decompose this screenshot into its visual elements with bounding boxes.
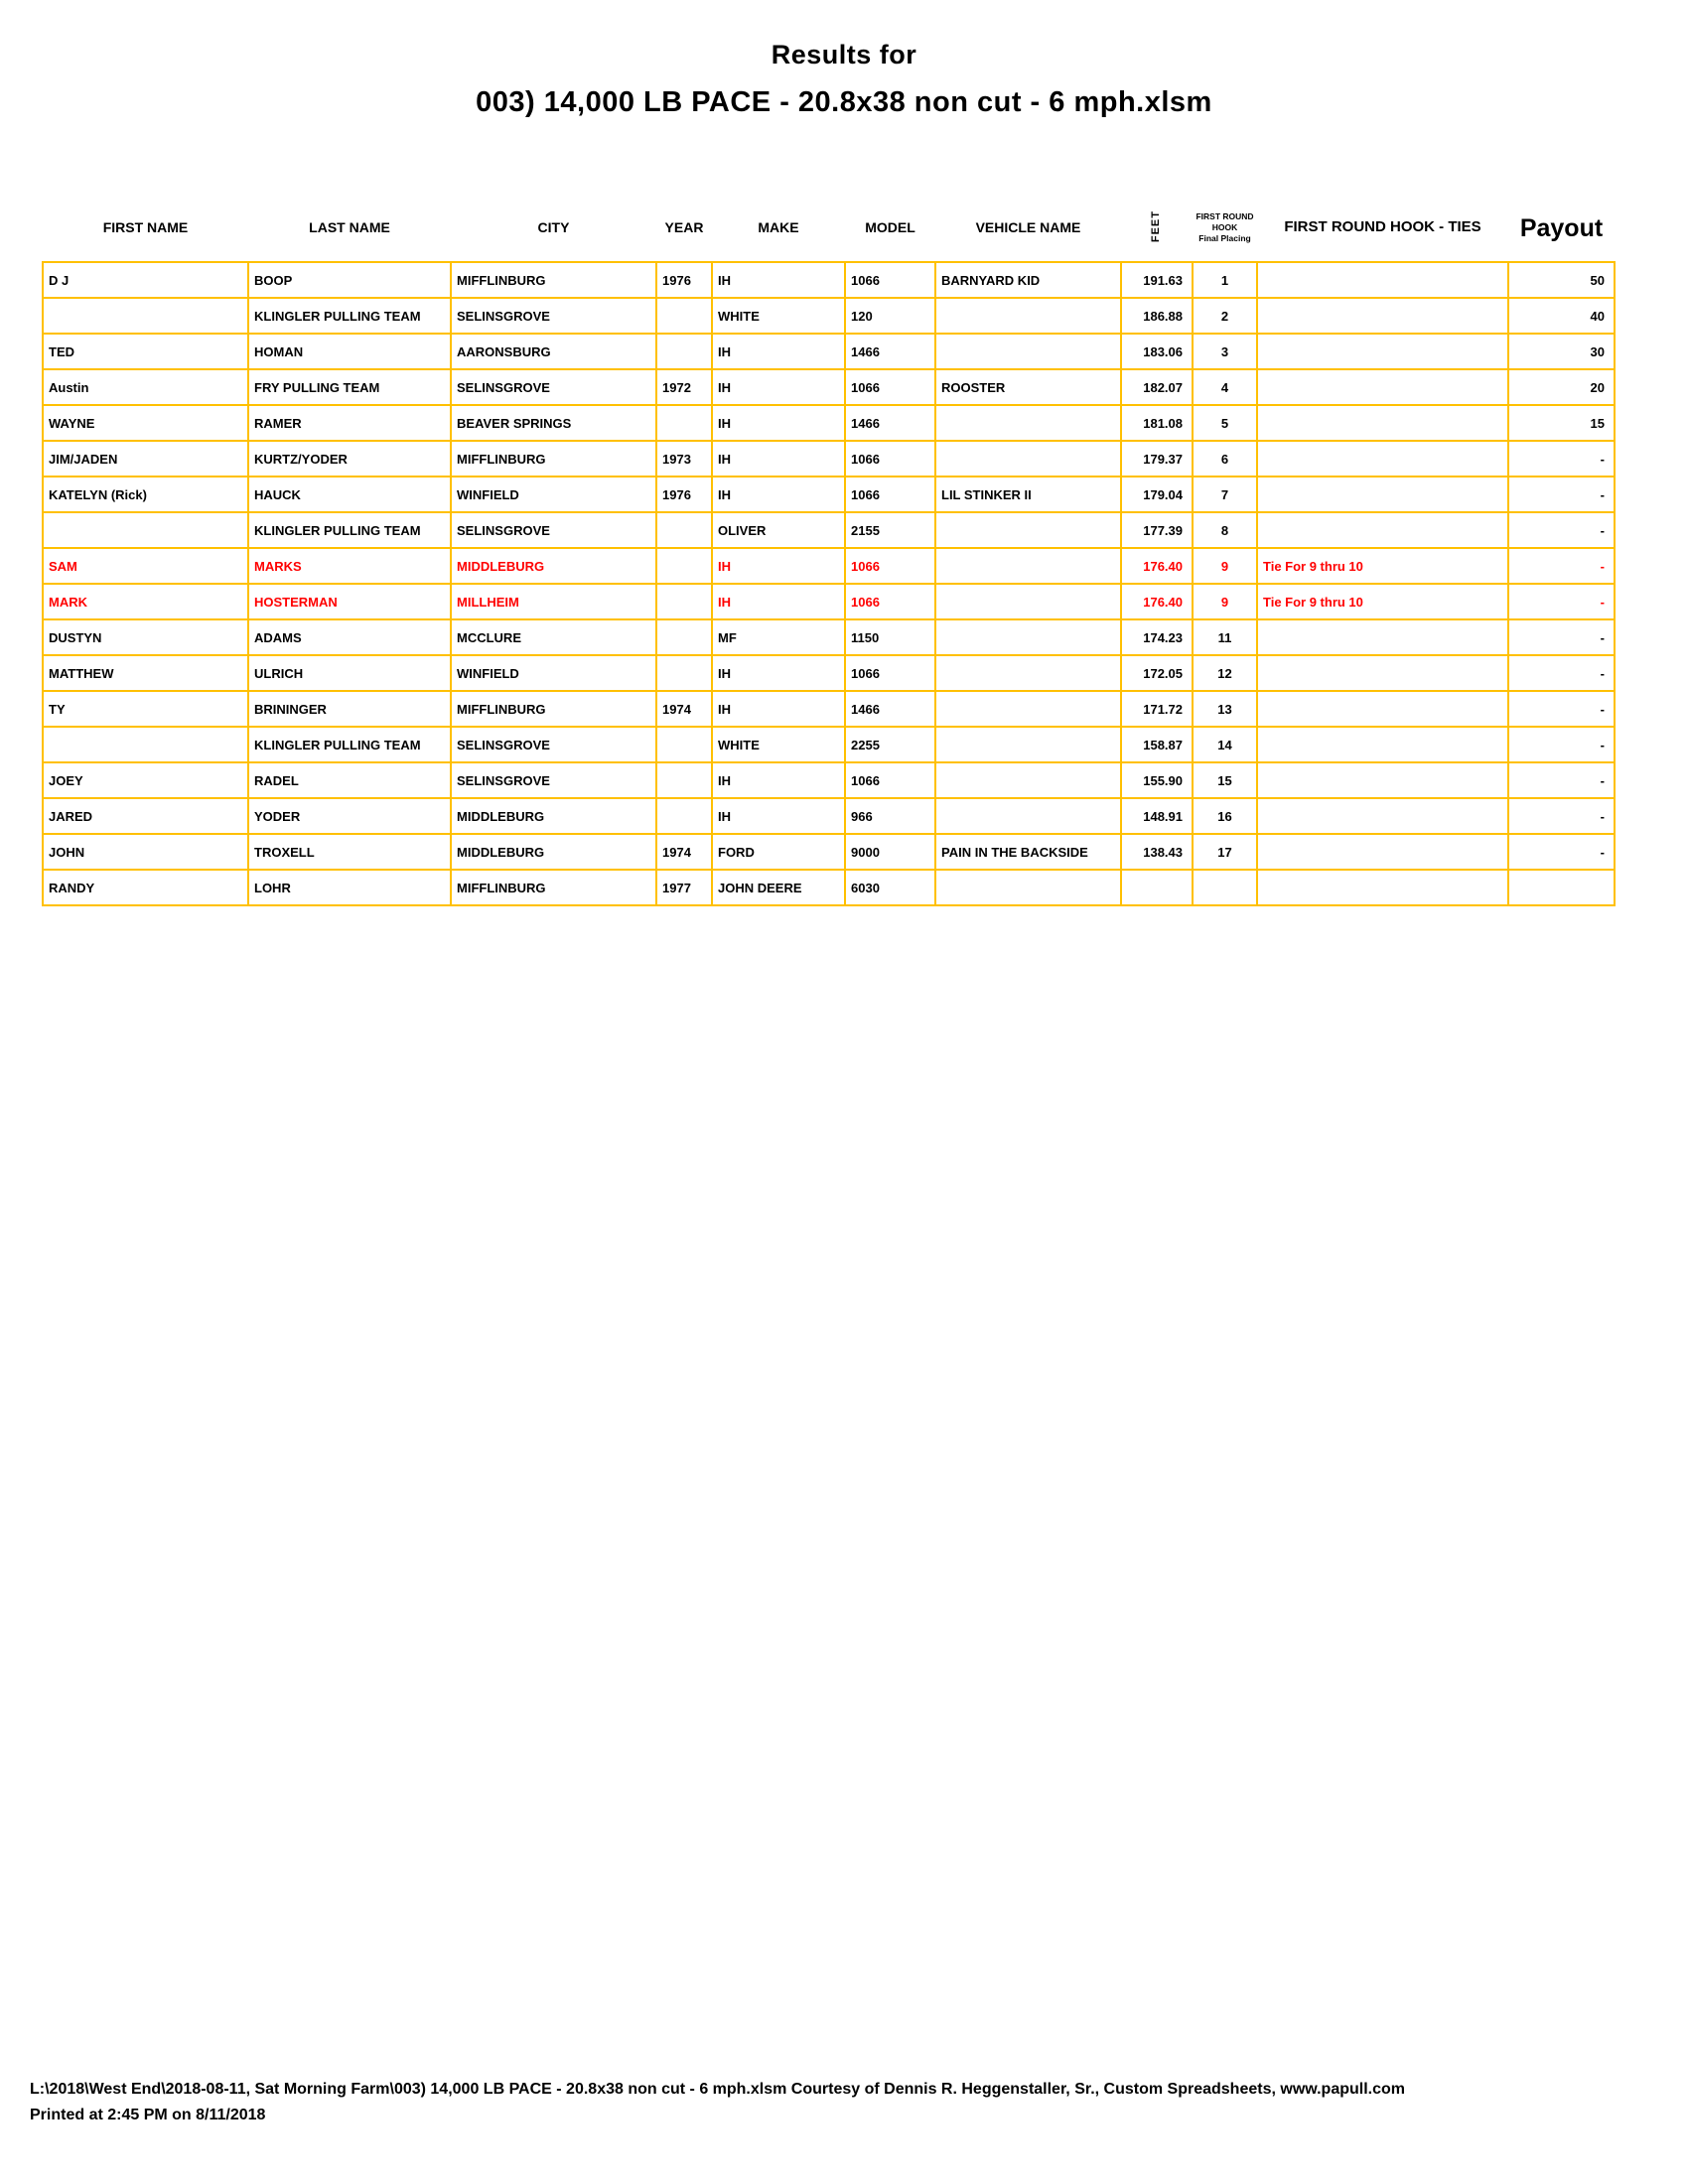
results-table-body xyxy=(43,262,1615,905)
cell-year: 1974 xyxy=(656,834,712,870)
cell-city: AARONSBURG xyxy=(451,334,656,369)
cell-vehicle-name xyxy=(935,619,1121,655)
cell-vehicle-name: PAIN IN THE BACKSIDE xyxy=(935,834,1121,870)
col-header-first-name: FIRST NAME xyxy=(102,219,189,236)
table-row xyxy=(43,298,1615,334)
cell-payout: - xyxy=(1508,477,1615,512)
cell-make: FORD xyxy=(712,834,845,870)
cell-vehicle-name xyxy=(935,548,1121,584)
cell-year xyxy=(656,298,712,334)
cell-feet: 181.08 xyxy=(1121,405,1193,441)
cell-final-placing: 3 xyxy=(1193,334,1257,369)
cell-ties xyxy=(1257,727,1508,762)
cell-vehicle-name xyxy=(935,870,1121,905)
cell-payout: 20 xyxy=(1508,369,1615,405)
cell-payout: - xyxy=(1508,548,1615,584)
col-header-last-name: LAST NAME xyxy=(309,219,390,236)
cell-vehicle-name xyxy=(935,298,1121,334)
cell-vehicle-name: BARNYARD KID xyxy=(935,262,1121,298)
page-footer xyxy=(30,2081,1405,2124)
cell-city: SELINSGROVE xyxy=(451,727,656,762)
cell-first-name: WAYNE xyxy=(43,405,248,441)
col-header-model: MODEL xyxy=(865,219,915,236)
cell-first-name: Austin xyxy=(43,369,248,405)
col-header-feet: FEET xyxy=(1150,209,1163,242)
cell-model: 120 xyxy=(845,298,935,334)
cell-ties xyxy=(1257,691,1508,727)
cell-final-placing: 5 xyxy=(1193,405,1257,441)
cell-city: MIFFLINBURG xyxy=(451,870,656,905)
footer-printed-at: Printed at 2:45 PM on 8/11/2018 xyxy=(30,2107,266,2123)
cell-payout: - xyxy=(1508,512,1615,548)
cell-year xyxy=(656,762,712,798)
cell-final-placing xyxy=(1193,870,1257,905)
cell-feet: 182.07 xyxy=(1121,369,1193,405)
cell-payout: - xyxy=(1508,727,1615,762)
cell-payout: - xyxy=(1508,691,1615,727)
cell-vehicle-name: LIL STINKER II xyxy=(935,477,1121,512)
cell-make: IH xyxy=(712,798,845,834)
cell-feet xyxy=(1121,870,1193,905)
cell-last-name: ULRICH xyxy=(248,655,451,691)
cell-last-name: TROXELL xyxy=(248,834,451,870)
cell-payout: 30 xyxy=(1508,334,1615,369)
cell-final-placing: 9 xyxy=(1193,548,1257,584)
cell-city: MIDDLEBURG xyxy=(451,548,656,584)
footer-file-path: L:\2018\West End\2018-08-11, Sat Morning Farm\003) 14,000 LB PACE - 20.8x38 non cut - 6 mph.xlsm Courtesy of Dennis R. Heggenstaller, Sr., Custom Spreadsheets, www.papull.com xyxy=(30,2081,1406,2098)
cell-make: IH xyxy=(712,405,845,441)
cell-last-name: HOMAN xyxy=(248,334,451,369)
cell-final-placing: 17 xyxy=(1193,834,1257,870)
cell-last-name: KURTZ/YODER xyxy=(248,441,451,477)
cell-first-name: TED xyxy=(43,334,248,369)
cell-city: SELINSGROVE xyxy=(451,298,656,334)
col-header-vehicle-name: VEHICLE NAME xyxy=(975,219,1081,236)
cell-vehicle-name xyxy=(935,334,1121,369)
cell-first-name: SAM xyxy=(43,548,248,584)
cell-make: IH xyxy=(712,584,845,619)
cell-first-name xyxy=(43,727,248,762)
cell-ties xyxy=(1257,834,1508,870)
table-row xyxy=(43,727,1615,762)
table-row xyxy=(43,870,1615,905)
cell-last-name: KLINGLER PULLING TEAM xyxy=(248,727,451,762)
cell-make: IH xyxy=(712,441,845,477)
col-header-make: MAKE xyxy=(758,219,799,236)
cell-vehicle-name xyxy=(935,727,1121,762)
cell-vehicle-name xyxy=(935,584,1121,619)
cell-make: OLIVER xyxy=(712,512,845,548)
cell-first-name: MATTHEW xyxy=(43,655,248,691)
col-header-first-round-hook-ties: FIRST ROUND HOOK - TIES xyxy=(1284,218,1481,236)
cell-model: 1150 xyxy=(845,619,935,655)
cell-payout: 15 xyxy=(1508,405,1615,441)
cell-final-placing: 2 xyxy=(1193,298,1257,334)
cell-make: JOHN DEERE xyxy=(712,870,845,905)
cell-ties: Tie For 9 thru 10 xyxy=(1257,548,1508,584)
table-row xyxy=(43,369,1615,405)
table-row xyxy=(43,619,1615,655)
cell-make: IH xyxy=(712,655,845,691)
cell-vehicle-name xyxy=(935,512,1121,548)
cell-feet: 174.23 xyxy=(1121,619,1193,655)
cell-final-placing: 11 xyxy=(1193,619,1257,655)
cell-model: 6030 xyxy=(845,870,935,905)
cell-city: BEAVER SPRINGS xyxy=(451,405,656,441)
cell-vehicle-name xyxy=(935,798,1121,834)
cell-city: SELINSGROVE xyxy=(451,369,656,405)
cell-ties xyxy=(1257,262,1508,298)
cell-model: 966 xyxy=(845,798,935,834)
cell-year: 1977 xyxy=(656,870,712,905)
table-row xyxy=(43,441,1615,477)
cell-vehicle-name xyxy=(935,405,1121,441)
cell-make: IH xyxy=(712,262,845,298)
cell-make: IH xyxy=(712,691,845,727)
cell-vehicle-name xyxy=(935,655,1121,691)
cell-year: 1976 xyxy=(656,477,712,512)
table-row xyxy=(43,548,1615,584)
cell-last-name: ADAMS xyxy=(248,619,451,655)
cell-first-name: JARED xyxy=(43,798,248,834)
cell-first-name: JOHN xyxy=(43,834,248,870)
cell-ties xyxy=(1257,441,1508,477)
cell-feet: 179.04 xyxy=(1121,477,1193,512)
cell-final-placing: 7 xyxy=(1193,477,1257,512)
cell-payout: - xyxy=(1508,584,1615,619)
cell-first-name: D J xyxy=(43,262,248,298)
cell-payout: - xyxy=(1508,798,1615,834)
cell-ties xyxy=(1257,405,1508,441)
cell-ties xyxy=(1257,762,1508,798)
cell-model: 2155 xyxy=(845,512,935,548)
cell-payout: - xyxy=(1508,619,1615,655)
cell-payout xyxy=(1508,870,1615,905)
table-row xyxy=(43,798,1615,834)
cell-city: MIFFLINBURG xyxy=(451,441,656,477)
cell-model: 1066 xyxy=(845,655,935,691)
cell-model: 1466 xyxy=(845,691,935,727)
cell-feet: 191.63 xyxy=(1121,262,1193,298)
cell-last-name: RAMER xyxy=(248,405,451,441)
cell-final-placing: 9 xyxy=(1193,584,1257,619)
cell-city: MILLHEIM xyxy=(451,584,656,619)
table-row xyxy=(43,477,1615,512)
page-title: Results for xyxy=(771,40,917,69)
cell-last-name: KLINGLER PULLING TEAM xyxy=(248,512,451,548)
cell-payout: - xyxy=(1508,441,1615,477)
cell-model: 1066 xyxy=(845,369,935,405)
cell-last-name: KLINGLER PULLING TEAM xyxy=(248,298,451,334)
cell-ties xyxy=(1257,369,1508,405)
cell-year: 1974 xyxy=(656,691,712,727)
col-header-payout: Payout xyxy=(1519,213,1604,242)
table-row xyxy=(43,691,1615,727)
cell-make: IH xyxy=(712,477,845,512)
cell-city: SELINSGROVE xyxy=(451,512,656,548)
cell-make: IH xyxy=(712,762,845,798)
cell-last-name: BOOP xyxy=(248,262,451,298)
cell-model: 1066 xyxy=(845,548,935,584)
cell-vehicle-name xyxy=(935,762,1121,798)
cell-make: WHITE xyxy=(712,727,845,762)
cell-feet: 158.87 xyxy=(1121,727,1193,762)
cell-final-placing: 12 xyxy=(1193,655,1257,691)
cell-ties xyxy=(1257,334,1508,369)
page-subtitle: 003) 14,000 LB PACE - 20.8x38 non cut - 6 mph.xlsm xyxy=(476,86,1212,118)
table-row xyxy=(43,262,1615,298)
cell-model: 1066 xyxy=(845,441,935,477)
cell-first-name: JIM/JADEN xyxy=(43,441,248,477)
cell-city: SELINSGROVE xyxy=(451,762,656,798)
table-row xyxy=(43,512,1615,548)
cell-ties xyxy=(1257,870,1508,905)
table-row xyxy=(43,834,1615,870)
cell-payout: 40 xyxy=(1508,298,1615,334)
cell-feet: 186.88 xyxy=(1121,298,1193,334)
cell-model: 2255 xyxy=(845,727,935,762)
cell-ties xyxy=(1257,655,1508,691)
cell-feet: 176.40 xyxy=(1121,584,1193,619)
cell-first-name: TY xyxy=(43,691,248,727)
cell-ties xyxy=(1257,512,1508,548)
header-row xyxy=(43,195,1615,262)
cell-feet: 138.43 xyxy=(1121,834,1193,870)
cell-final-placing: 14 xyxy=(1193,727,1257,762)
title-block xyxy=(20,40,1668,119)
cell-ties xyxy=(1257,477,1508,512)
cell-make: IH xyxy=(712,369,845,405)
cell-year xyxy=(656,405,712,441)
col-header-city: CITY xyxy=(537,219,570,236)
table-row xyxy=(43,655,1615,691)
cell-make: MF xyxy=(712,619,845,655)
cell-payout: - xyxy=(1508,655,1615,691)
cell-feet: 172.05 xyxy=(1121,655,1193,691)
cell-city: WINFIELD xyxy=(451,655,656,691)
cell-first-name: JOEY xyxy=(43,762,248,798)
cell-first-name: MARK xyxy=(43,584,248,619)
cell-year xyxy=(656,584,712,619)
cell-ties xyxy=(1257,798,1508,834)
table-row xyxy=(43,405,1615,441)
cell-last-name: FRY PULLING TEAM xyxy=(248,369,451,405)
cell-city: MIFFLINBURG xyxy=(451,262,656,298)
cell-final-placing: 1 xyxy=(1193,262,1257,298)
cell-ties xyxy=(1257,298,1508,334)
cell-last-name: BRININGER xyxy=(248,691,451,727)
table-row xyxy=(43,762,1615,798)
cell-year xyxy=(656,619,712,655)
cell-model: 1066 xyxy=(845,477,935,512)
cell-year xyxy=(656,334,712,369)
cell-final-placing: 13 xyxy=(1193,691,1257,727)
cell-feet: 148.91 xyxy=(1121,798,1193,834)
cell-year xyxy=(656,798,712,834)
cell-model: 1466 xyxy=(845,334,935,369)
col-header-first-round-hook-placing: FIRST ROUND HOOK Final Placing xyxy=(1196,210,1254,244)
cell-vehicle-name xyxy=(935,691,1121,727)
cell-last-name: HOSTERMAN xyxy=(248,584,451,619)
cell-year xyxy=(656,512,712,548)
cell-feet: 176.40 xyxy=(1121,548,1193,584)
cell-last-name: LOHR xyxy=(248,870,451,905)
cell-payout: 50 xyxy=(1508,262,1615,298)
cell-year: 1973 xyxy=(656,441,712,477)
cell-feet: 155.90 xyxy=(1121,762,1193,798)
col-header-year: YEAR xyxy=(664,219,704,236)
cell-payout: - xyxy=(1508,834,1615,870)
cell-year xyxy=(656,548,712,584)
cell-feet: 179.37 xyxy=(1121,441,1193,477)
cell-feet: 183.06 xyxy=(1121,334,1193,369)
cell-payout: - xyxy=(1508,762,1615,798)
cell-last-name: YODER xyxy=(248,798,451,834)
cell-vehicle-name: ROOSTER xyxy=(935,369,1121,405)
cell-city: MCCLURE xyxy=(451,619,656,655)
cell-last-name: HAUCK xyxy=(248,477,451,512)
cell-vehicle-name xyxy=(935,441,1121,477)
table-row xyxy=(43,334,1615,369)
cell-city: MIDDLEBURG xyxy=(451,834,656,870)
cell-last-name: RADEL xyxy=(248,762,451,798)
cell-make: WHITE xyxy=(712,298,845,334)
cell-year xyxy=(656,727,712,762)
cell-last-name: MARKS xyxy=(248,548,451,584)
cell-first-name: DUSTYN xyxy=(43,619,248,655)
cell-city: WINFIELD xyxy=(451,477,656,512)
cell-city: MIDDLEBURG xyxy=(451,798,656,834)
cell-year: 1972 xyxy=(656,369,712,405)
cell-final-placing: 8 xyxy=(1193,512,1257,548)
cell-ties xyxy=(1257,619,1508,655)
cell-first-name: KATELYN (Rick) xyxy=(43,477,248,512)
cell-model: 9000 xyxy=(845,834,935,870)
cell-ties: Tie For 9 thru 10 xyxy=(1257,584,1508,619)
cell-final-placing: 6 xyxy=(1193,441,1257,477)
cell-first-name xyxy=(43,298,248,334)
cell-model: 1066 xyxy=(845,584,935,619)
table-row xyxy=(43,584,1615,619)
cell-first-name xyxy=(43,512,248,548)
cell-year: 1976 xyxy=(656,262,712,298)
cell-year xyxy=(656,655,712,691)
cell-feet: 171.72 xyxy=(1121,691,1193,727)
cell-model: 1466 xyxy=(845,405,935,441)
cell-final-placing: 15 xyxy=(1193,762,1257,798)
cell-city: MIFFLINBURG xyxy=(451,691,656,727)
cell-first-name: RANDY xyxy=(43,870,248,905)
cell-final-placing: 4 xyxy=(1193,369,1257,405)
cell-make: IH xyxy=(712,334,845,369)
cell-model: 1066 xyxy=(845,262,935,298)
cell-make: IH xyxy=(712,548,845,584)
cell-feet: 177.39 xyxy=(1121,512,1193,548)
results-table xyxy=(42,195,1616,906)
cell-model: 1066 xyxy=(845,762,935,798)
cell-final-placing: 16 xyxy=(1193,798,1257,834)
